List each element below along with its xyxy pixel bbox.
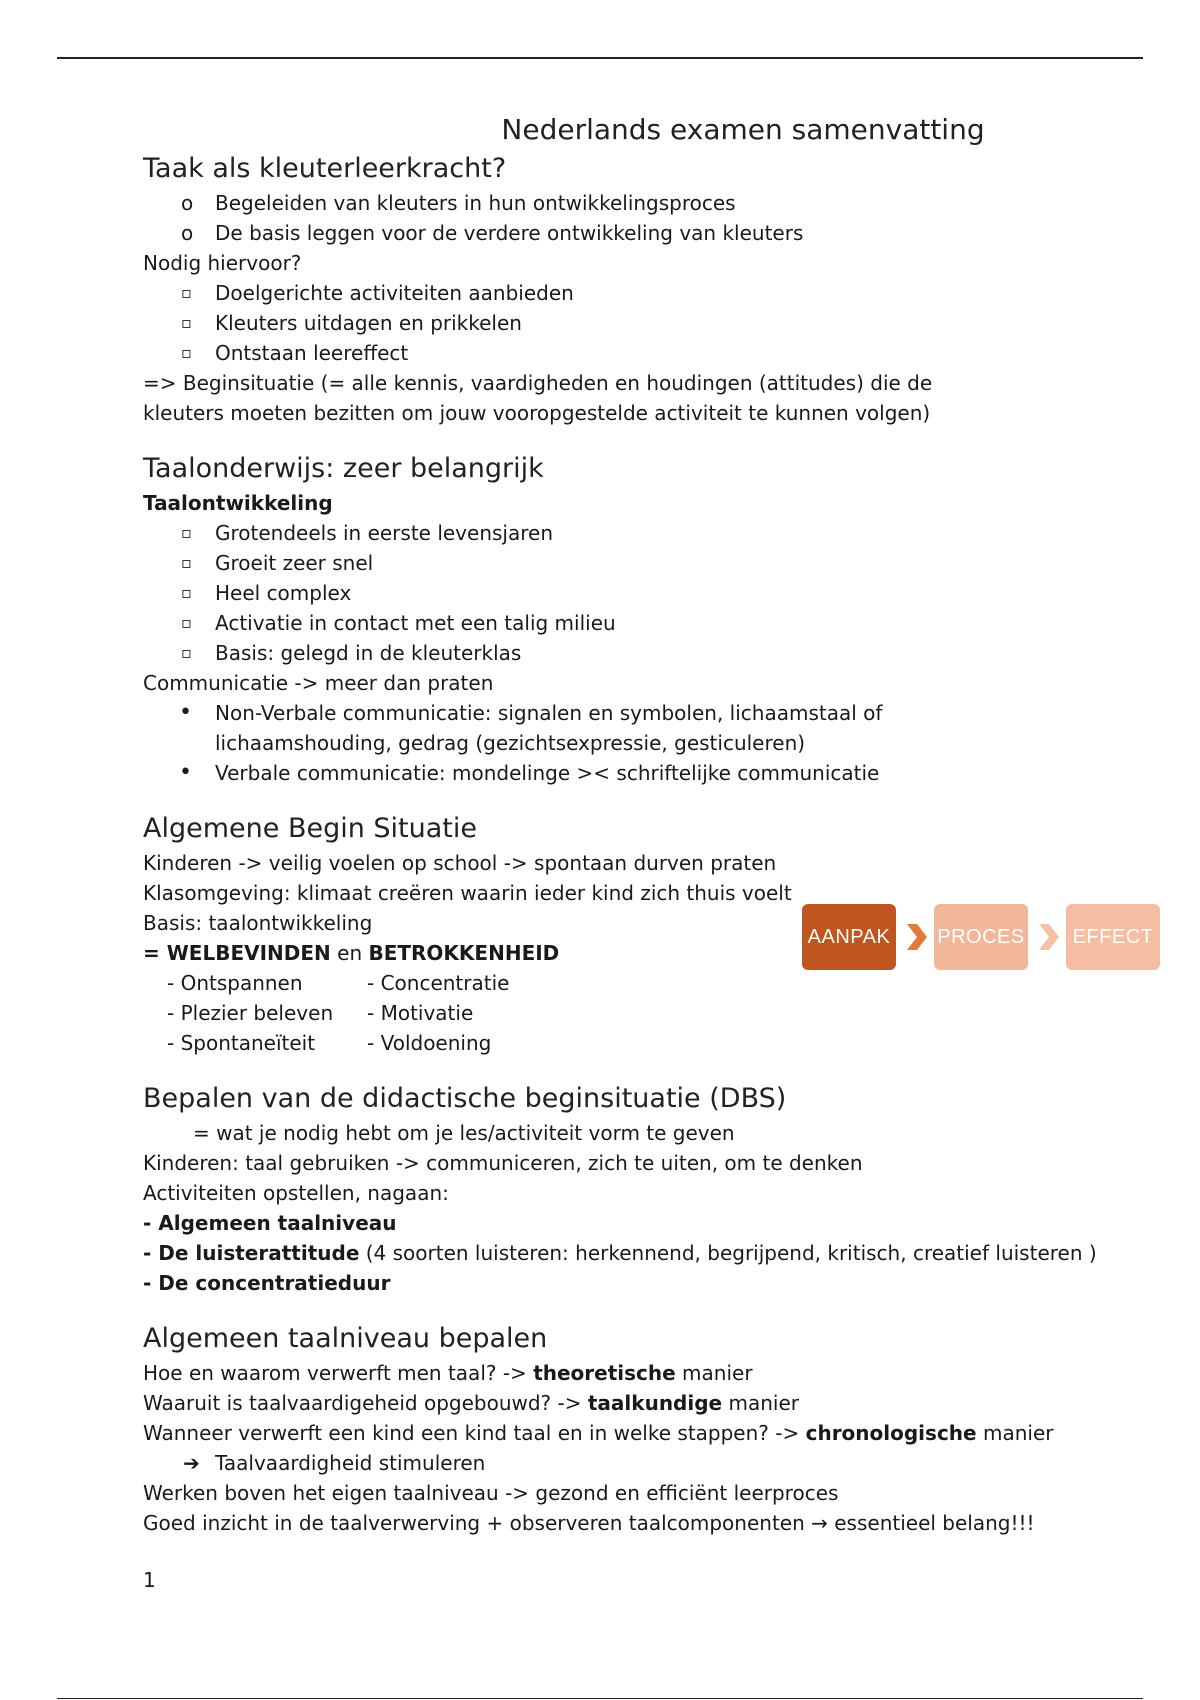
chevron-right-icon xyxy=(1037,924,1059,950)
paragraph: Klasomgeving: klimaat creëren waarin ieder kind zich thuis voelt xyxy=(143,881,792,905)
list-item: - Ontspannen xyxy=(167,971,303,995)
list-item: - Spontaneïteit xyxy=(167,1031,316,1055)
paragraph: Kinderen -> veilig voelen op school -> spontaan durven praten xyxy=(143,851,777,875)
list-item: ▫ Kleuters uitdagen en prikkelen xyxy=(143,308,1123,338)
section-heading-taak: Taak als kleuterleerkracht? xyxy=(143,153,507,184)
welbevinden: WELBEVINDEN xyxy=(166,941,331,965)
paragraph: Communicatie -> meer dan praten xyxy=(143,671,494,695)
section-heading-taalniveau: Algemeen taalniveau bepalen xyxy=(143,1323,548,1354)
paragraph: Nodig hiervoor? xyxy=(143,251,302,275)
bold-text: chronologische xyxy=(805,1421,977,1445)
bold-text: - De luisterattitude xyxy=(143,1241,360,1265)
header-rule xyxy=(57,57,1143,59)
subheading xyxy=(143,488,1123,518)
paragraph: = wat je nodig hebt om je les/activiteit vorm te geven xyxy=(193,1121,735,1145)
subheading-text: Taalontwikkeling xyxy=(143,491,333,515)
bold-text: taalkundige xyxy=(587,1391,723,1415)
list-item: ▫ Grotendeels in eerste levensjaren xyxy=(143,518,1123,548)
section-heading-dbs: Bepalen van de didactische beginsituatie (DBS) xyxy=(143,1083,787,1114)
paragraph: Basis: taalontwikkeling xyxy=(143,911,373,935)
text: Wanneer verwerft een kind een kind taal en in welke stappen? -> xyxy=(143,1421,806,1445)
flow-box-proces: PROCES xyxy=(934,904,1028,970)
paragraph: Activiteiten opstellen, nagaan: xyxy=(143,1181,449,1205)
page-title: Nederlands examen samenvatting xyxy=(501,113,985,146)
paragraph: Kinderen: taal gebruiken -> communiceren, zich te uiten, om te denken xyxy=(143,1151,863,1175)
arrow-icon: → xyxy=(811,1511,828,1535)
list-item: o De basis leggen voor de verdere ontwikkeling van kleuters xyxy=(143,218,1123,248)
list-item: - Motivatie xyxy=(367,1001,474,1025)
list-item: - Plezier beleven xyxy=(167,1001,334,1025)
list-item xyxy=(143,1208,1123,1238)
page-number: 1 xyxy=(143,1568,156,1592)
text: essentieel belang!!! xyxy=(827,1511,1035,1535)
text: Hoe en waarom verwerft men taal? -> xyxy=(143,1361,534,1385)
flow-box-aanpak: AANPAK xyxy=(802,904,896,970)
text: (4 soorten luisteren: herkennend, begrijpend, kritisch, creatief luisteren ) xyxy=(359,1241,1097,1265)
document-body xyxy=(143,110,1123,1538)
en-word: en xyxy=(330,941,369,965)
list-item: o Begeleiden van kleuters in hun ontwikkelingsproces xyxy=(143,188,1123,218)
two-column-list xyxy=(143,968,1123,1058)
paragraph xyxy=(143,1358,1123,1388)
chevron-right-icon xyxy=(905,924,927,950)
bold-text: - De concentratieduur xyxy=(143,1271,391,1295)
list-item: • Non-Verbale communicatie: signalen en symbolen, lichaamstaal of lichaamshouding, gedrag (gezichtsexpressie, gesticuleren) xyxy=(143,698,1055,758)
list-item: ▫ Heel complex xyxy=(143,578,1123,608)
list-item xyxy=(143,1238,1123,1268)
list-item: ▫ Groeit zeer snel xyxy=(143,548,1123,578)
paragraph xyxy=(143,1508,1123,1538)
bold-text: - Algemeen taalniveau xyxy=(143,1211,397,1235)
list-item: - Concentratie xyxy=(367,971,510,995)
arrow-item: ➔ Taalvaardigheid stimuleren xyxy=(143,1448,1123,1478)
list-item: ▫ Ontstaan leereffect xyxy=(143,338,1123,368)
process-flow-diagram xyxy=(802,904,1162,972)
flow-box-effect: EFFECT xyxy=(1066,904,1160,970)
paragraph: Werken boven het eigen taalniveau -> gezond en efficiënt leerproces xyxy=(143,1481,839,1505)
list-item: ▫ Doelgerichte activiteiten aanbieden xyxy=(143,278,1123,308)
paragraph: => Beginsituatie (= alle kennis, vaardigheden en houdingen (attitudes) die de kleuters moeten bezitten om jouw vooropgestelde activiteit te kunnen volgen) xyxy=(143,371,933,425)
list-item: • Verbale communicatie: mondelinge >< schriftelijke communicatie xyxy=(143,758,1123,788)
paragraph xyxy=(143,1418,1123,1448)
bold-text: theoretische xyxy=(533,1361,676,1385)
text: manier xyxy=(722,1391,799,1415)
list-item: - Voldoening xyxy=(367,1031,492,1055)
text: Goed inzicht in de taalverwerving + observeren taalcomponenten xyxy=(143,1511,812,1535)
section-heading-taalonderwijs: Taalonderwijs: zeer belangrijk xyxy=(143,453,544,484)
betrokkenheid: BETROKKENHEID xyxy=(368,941,560,965)
list-item xyxy=(143,1268,1123,1298)
eq-sign: = xyxy=(143,941,167,965)
paragraph xyxy=(143,1388,1123,1418)
footer-rule xyxy=(57,1698,1143,1699)
text: manier xyxy=(976,1421,1054,1445)
text: manier xyxy=(675,1361,753,1385)
section-heading-algemene: Algemene Begin Situatie xyxy=(143,813,477,844)
text: Waaruit is taalvaardigeheid opgebouwd? -> xyxy=(143,1391,588,1415)
list-item: ▫ Activatie in contact met een talig milieu xyxy=(143,608,1123,638)
list-item: ▫ Basis: gelegd in de kleuterklas xyxy=(143,638,1123,668)
